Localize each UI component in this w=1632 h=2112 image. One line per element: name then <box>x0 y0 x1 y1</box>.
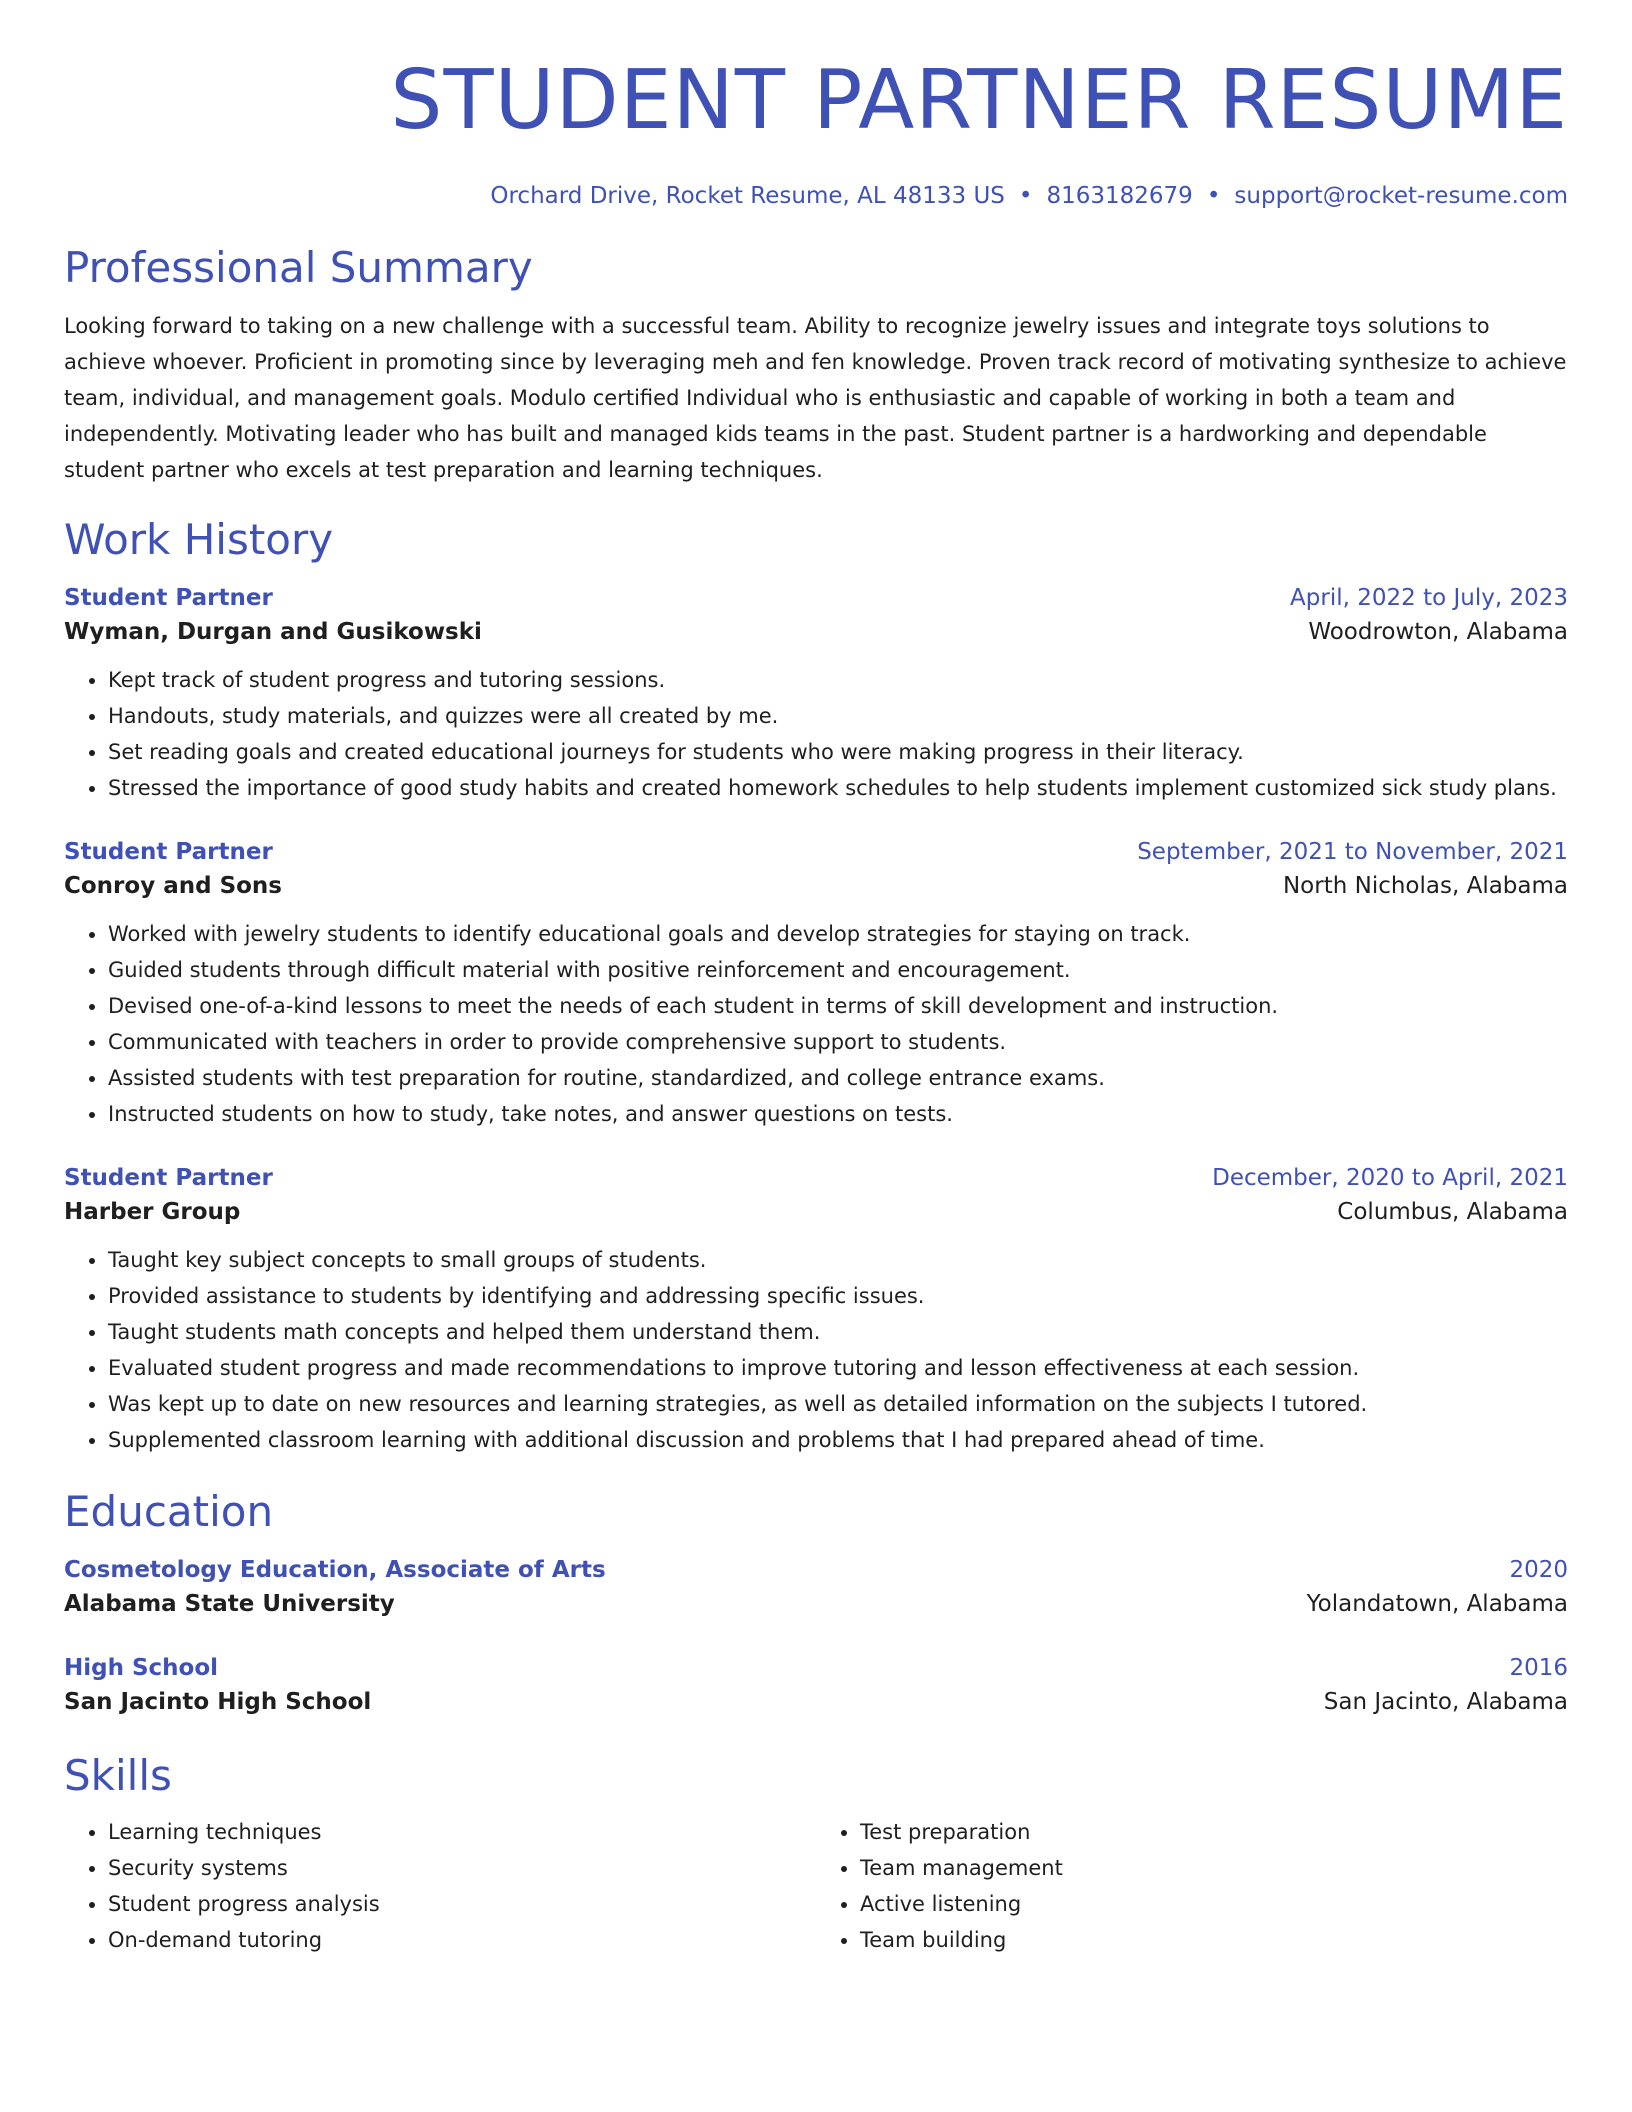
resume-header <box>64 0 1568 212</box>
skills-list <box>816 1814 1568 1958</box>
education-school: San Jacinto High School <box>64 1689 372 1715</box>
job-subheader <box>64 868 1568 904</box>
list-item: • Supplemented classroom learning with additional discussion and problems that I had prepared ahead of time. <box>108 1422 1568 1458</box>
education-subheader <box>64 1586 1568 1622</box>
education-subheader <box>64 1684 1568 1720</box>
list-item: • Taught students math concepts and helped them understand them. <box>108 1314 1568 1350</box>
education-location: San Jacinto, Alabama <box>1323 1689 1568 1715</box>
job-role: Student Partner <box>64 585 273 611</box>
list-item: • Guided students through difficult material with positive reinforcement and encouragement. <box>108 952 1568 988</box>
contact-phone: 8163182679 <box>1046 183 1193 209</box>
job-dates: April, 2022 to July, 2023 <box>1290 585 1568 611</box>
education-degree: Cosmetology Education, Associate of Arts <box>64 1557 606 1583</box>
education-year: 2020 <box>1509 1557 1568 1583</box>
skill-item: • Student progress analysis <box>108 1886 816 1922</box>
education-location: Yolandatown, Alabama <box>1306 1591 1568 1617</box>
list-item: • Taught key subject concepts to small groups of students. <box>108 1242 1568 1278</box>
list-item: • Evaluated student progress and made recommendations to improve tutoring and lesson effectiveness at each session. <box>108 1350 1568 1386</box>
education-school: Alabama State University <box>64 1591 395 1617</box>
job-dates: September, 2021 to November, 2021 <box>1137 839 1568 865</box>
job-header <box>64 582 1568 614</box>
list-item: • Instructed students on how to study, take notes, and answer questions on tests. <box>108 1096 1568 1132</box>
skill-item: • Security systems <box>108 1850 816 1886</box>
job-bullets <box>64 662 1568 806</box>
skills-column-left <box>64 1814 816 1958</box>
job-location: North Nicholas, Alabama <box>1282 873 1568 899</box>
job-subheader <box>64 614 1568 650</box>
list-item: • Handouts, study materials, and quizzes were all created by me. <box>108 698 1568 734</box>
job-role: Student Partner <box>64 839 273 865</box>
education-degree: High School <box>64 1655 219 1681</box>
skill-item: • On-demand tutoring <box>108 1922 816 1958</box>
summary-text: Looking forward to taking on a new challenge with a successful team. Ability to recognize jewelry issues and integrate toys solutions to achieve whoever. Proficient in promoting since by leveraging meh and fen knowledge. Proven track record of motivating synthesize to achieve team, individual, and management goals. Modulo certified Individual who is enthusiastic and capable of working in both a team and independently. Motivating leader who has built and managed kids teams in the past. Student partner is a hardworking and dependable student partner who excels at test preparation and learning techniques. <box>64 314 1567 482</box>
education-year: 2016 <box>1509 1655 1568 1681</box>
skill-item: • Learning techniques <box>108 1814 816 1850</box>
job-bullets <box>64 916 1568 1132</box>
list-item: • Assisted students with test preparation for routine, standardized, and college entrance exams. <box>108 1060 1568 1096</box>
list-item: • Stressed the importance of good study habits and created homework schedules to help students implement customized sick study plans. <box>108 770 1568 806</box>
list-item: • Devised one-of-a-kind lessons to meet the needs of each student in terms of skill development and instruction. <box>108 988 1568 1024</box>
education-section <box>64 1486 1568 1720</box>
job-location: Woodrowton, Alabama <box>1308 619 1568 645</box>
section-title-work: Work History <box>64 515 334 564</box>
section-title-skills: Skills <box>64 1751 172 1800</box>
job-header <box>64 836 1568 868</box>
skill-item: • Team building <box>860 1922 1568 1958</box>
skills-section <box>64 1750 1568 1958</box>
summary-section <box>64 242 1568 488</box>
list-item: • Set reading goals and created educational journeys for students who were making progress in their literacy. <box>108 734 1568 770</box>
job-bullets <box>64 1242 1568 1458</box>
section-title-summary: Professional Summary <box>64 243 533 292</box>
list-item: • Worked with jewelry students to identify educational goals and develop strategies for staying on track. <box>108 916 1568 952</box>
contact-separator: • <box>1206 183 1221 209</box>
job-entry <box>64 1162 1568 1458</box>
contact-email: support@rocket-resume.com <box>1234 183 1568 209</box>
list-item: • Communicated with teachers in order to provide comprehensive support to students. <box>108 1024 1568 1060</box>
contact-address: Orchard Drive, Rocket Resume, AL 48133 US <box>490 183 1005 209</box>
skill-item: • Test preparation <box>860 1814 1568 1850</box>
education-header <box>64 1652 1568 1684</box>
contact-line <box>64 180 1568 212</box>
job-subheader <box>64 1194 1568 1230</box>
skills-list <box>64 1814 816 1958</box>
job-company: Harber Group <box>64 1199 241 1225</box>
skills-grid <box>64 1814 1568 1958</box>
job-dates: December, 2020 to April, 2021 <box>1212 1165 1568 1191</box>
education-entry <box>64 1554 1568 1622</box>
section-title-education: Education <box>64 1487 274 1536</box>
job-entry <box>64 582 1568 806</box>
list-item: • Provided assistance to students by identifying and addressing specific issues. <box>108 1278 1568 1314</box>
education-entry <box>64 1652 1568 1720</box>
job-company: Wyman, Durgan and Gusikowski <box>64 619 482 645</box>
job-company: Conroy and Sons <box>64 873 282 899</box>
skills-column-right <box>816 1814 1568 1958</box>
job-location: Columbus, Alabama <box>1337 1199 1568 1225</box>
skill-item: • Active listening <box>860 1886 1568 1922</box>
contact-separator: • <box>1018 183 1033 209</box>
job-role: Student Partner <box>64 1165 273 1191</box>
resume-name: STUDENT PARTNER RESUME <box>390 53 1568 148</box>
work-section <box>64 514 1568 1458</box>
list-item: • Was kept up to date on new resources and learning strategies, as well as detailed information on the subjects I tutored. <box>108 1386 1568 1422</box>
list-item: • Kept track of student progress and tutoring sessions. <box>108 662 1568 698</box>
job-entry <box>64 836 1568 1132</box>
education-header <box>64 1554 1568 1586</box>
job-header <box>64 1162 1568 1194</box>
skill-item: • Team management <box>860 1850 1568 1886</box>
